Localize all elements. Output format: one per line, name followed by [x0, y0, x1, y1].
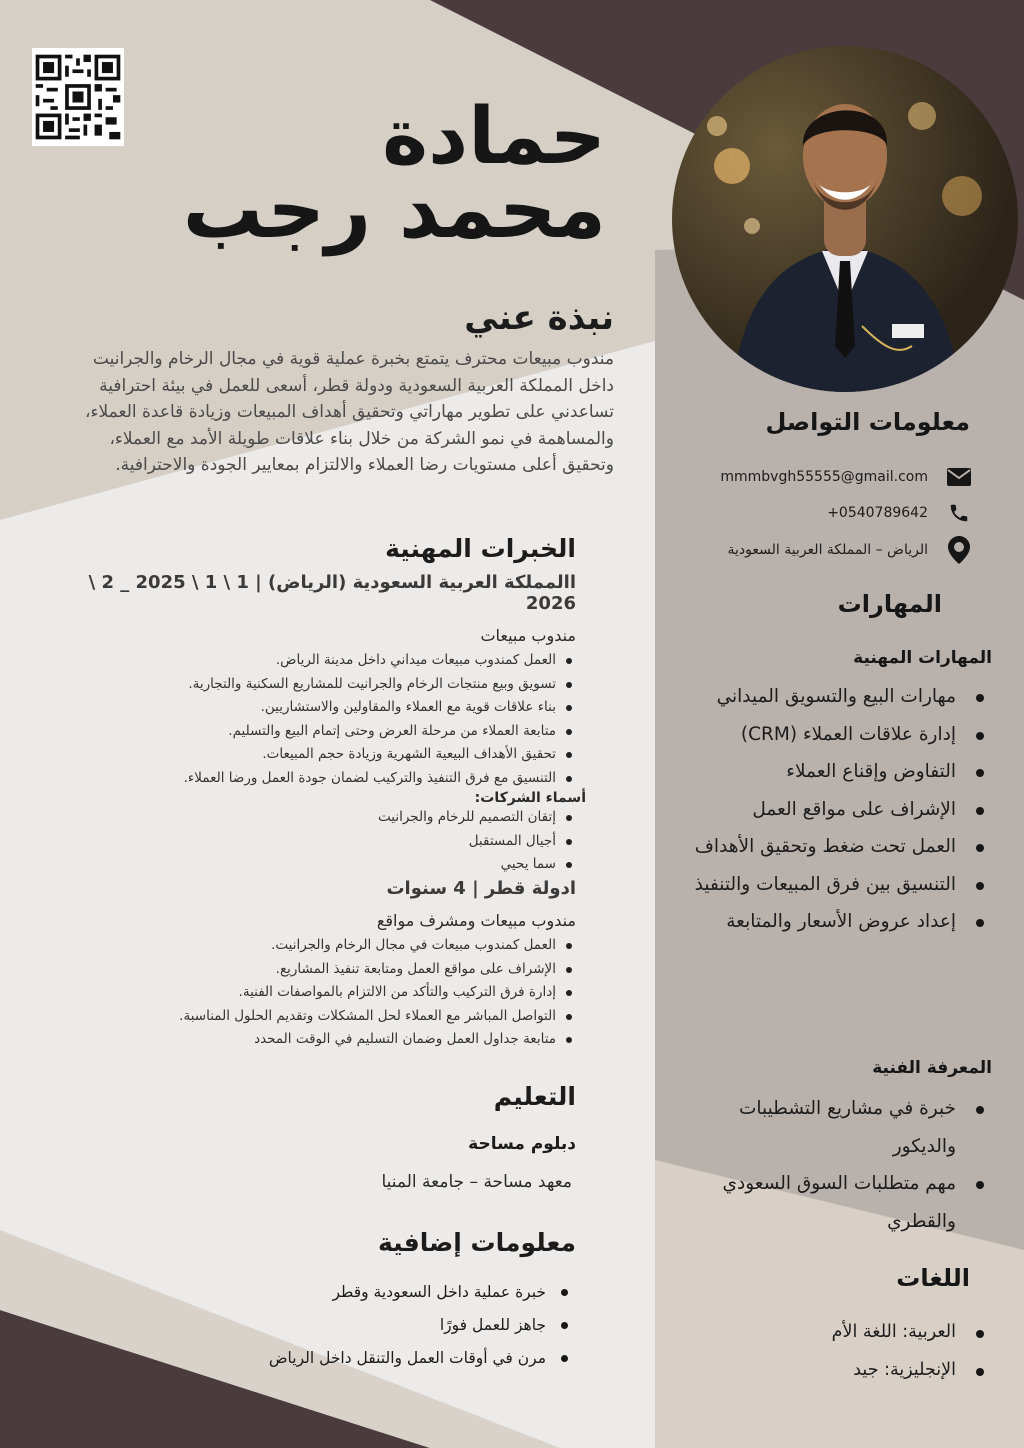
education-school: معهد مساحة – جامعة المنيا [381, 1172, 572, 1192]
list-item: إدارة علاقات العملاء (CRM) [692, 716, 992, 754]
contact-location [727, 536, 972, 564]
about-title: نبذة عني [464, 298, 614, 338]
job-1 [36, 572, 586, 877]
list-item: العربية: اللغة الأم [832, 1314, 992, 1352]
profile-photo-illustration [672, 46, 1018, 392]
job-2-duties [36, 934, 576, 1052]
list-item: تحقيق الأهداف البيعية الشهرية وزيادة حجم المبيعات. [36, 743, 576, 767]
extra-info-list [269, 1276, 576, 1375]
companies-list [36, 806, 576, 877]
list-item: التواصل المباشر مع العملاء لحل المشكلات وتقديم الحلول المناسبة. [36, 1005, 576, 1029]
list-item: الإنجليزية: جيد [832, 1352, 992, 1390]
qr-code[interactable] [32, 48, 124, 146]
list-item: إتقان التصميم للرخام والجرانيت [36, 806, 576, 830]
phone-text[interactable]: +0540789642 [827, 505, 928, 521]
list-item: متابعة العملاء من مرحلة العرض وحتى إتمام البيع والتسليم. [36, 720, 576, 744]
experience-title: الخبرات المهنية [385, 534, 576, 563]
education-degree: دبلوم مساحة [468, 1134, 576, 1154]
list-item: التفاوض وإقناع العملاء [692, 753, 992, 791]
job-1-role: مندوب مبيعات [480, 626, 576, 645]
phone-icon [946, 502, 972, 524]
email-text[interactable]: mmmbvgh55555@gmail.com [720, 469, 928, 485]
list-item: إدارة فرق التركيب والتأكد من الالتزام بالمواصفات الفنية. [36, 981, 576, 1005]
about-text: مندوب مبيعات محترف يتمتع بخبرة عملية قوية في مجال الرخام والجرانيت داخل المملكة العربية السعودية ودولة قطر، أسعى للعمل في بيئة احترافية تساعدني على تطوير مهاراتي وتحقيق أهداف المبيعات وزيادة قاعدة العملاء، والمساهمة في نمو الشركة من خلال بناء علاقات طويلة الأمد مع العملاء، وتحقيق أعلى مستويات رضا العملاء والالتزام بمعايير الجودة والاحترافية. [85, 349, 614, 475]
professional-skills-list [692, 678, 992, 941]
list-item: خبرة في مشاريع التشطيبات والديكور [692, 1090, 992, 1165]
list-item: الإشراف على مواقع العمل [692, 791, 992, 829]
profile-photo [672, 46, 1018, 392]
job-1-duties [36, 649, 576, 790]
technical-knowledge-title: المعرفة الفنية [872, 1058, 992, 1078]
name-first: حمادة [382, 92, 606, 182]
list-item: سما يحيي [36, 853, 576, 877]
list-item: أجيال المستقبل [36, 830, 576, 854]
contact-email[interactable] [720, 468, 972, 486]
job-2-heading: ادولة قطر | 4 سنوات [386, 878, 576, 899]
list-item: الإشراف على مواقع العمل ومتابعة تنفيذ المشاريع. [36, 958, 576, 982]
list-item: مهارات البيع والتسويق الميداني [692, 678, 992, 716]
list-item: بناء علاقات قوية مع العملاء والمقاولين والاستشاريين. [36, 696, 576, 720]
education-title: التعليم [493, 1082, 576, 1111]
qr-code-graphic [32, 48, 124, 146]
professional-skills-title: المهارات المهنية [853, 648, 992, 668]
envelope-icon [946, 468, 972, 486]
location-text: الرياض – المملكة العربية السعودية [727, 542, 928, 558]
list-item: متابعة جداول العمل وضمان التسليم في الوقت المحدد [36, 1028, 576, 1052]
companies-label: أسماء الشركات: [474, 790, 586, 806]
list-item: التنسيق مع فرق التنفيذ والتركيب لضمان جودة العمل ورضا العملاء. [36, 767, 576, 791]
list-item: مهم متطلبات السوق السعودي والقطري [692, 1165, 992, 1240]
list-item: العمل كمندوب مبيعات ميداني داخل مدينة الرياض. [36, 649, 576, 673]
contact-title: معلومات التواصل [765, 408, 970, 436]
contact-phone[interactable] [827, 502, 972, 524]
list-item: العمل كمندوب مبيعات في مجال الرخام والجرانيت. [36, 934, 576, 958]
job-2 [36, 878, 576, 1052]
name-last: محمد رجب [182, 163, 606, 256]
location-pin-icon [946, 536, 972, 564]
list-item: مرن في أوقات العمل والتنقل داخل الرياض [269, 1342, 576, 1375]
extra-info-title: معلومات إضافية [377, 1228, 576, 1257]
list-item: تسويق وبيع منتجات الرخام والجرانيت للمشاريع السكنية والتجارية. [36, 673, 576, 697]
list-item: التنسيق بين فرق المبيعات والتنفيذ [692, 866, 992, 904]
job-2-role: مندوب مبيعات ومشرف مواقع [376, 911, 576, 930]
technical-knowledge-list [692, 1090, 992, 1240]
skills-title: المهارات [837, 590, 942, 618]
list-item: إعداد عروض الأسعار والمتابعة [692, 903, 992, 941]
languages-list [832, 1314, 992, 1389]
list-item: خبرة عملية داخل السعودية وقطر [269, 1276, 576, 1309]
job-1-heading: االمملكة العربية السعودية (الرياض) | 1 \ 1 \ 2025 _ 2 \ 2026 [88, 572, 576, 614]
list-item: العمل تحت ضغط وتحقيق الأهداف [692, 828, 992, 866]
list-item: جاهز للعمل فورًا [269, 1309, 576, 1342]
languages-title: اللغات [896, 1264, 970, 1292]
